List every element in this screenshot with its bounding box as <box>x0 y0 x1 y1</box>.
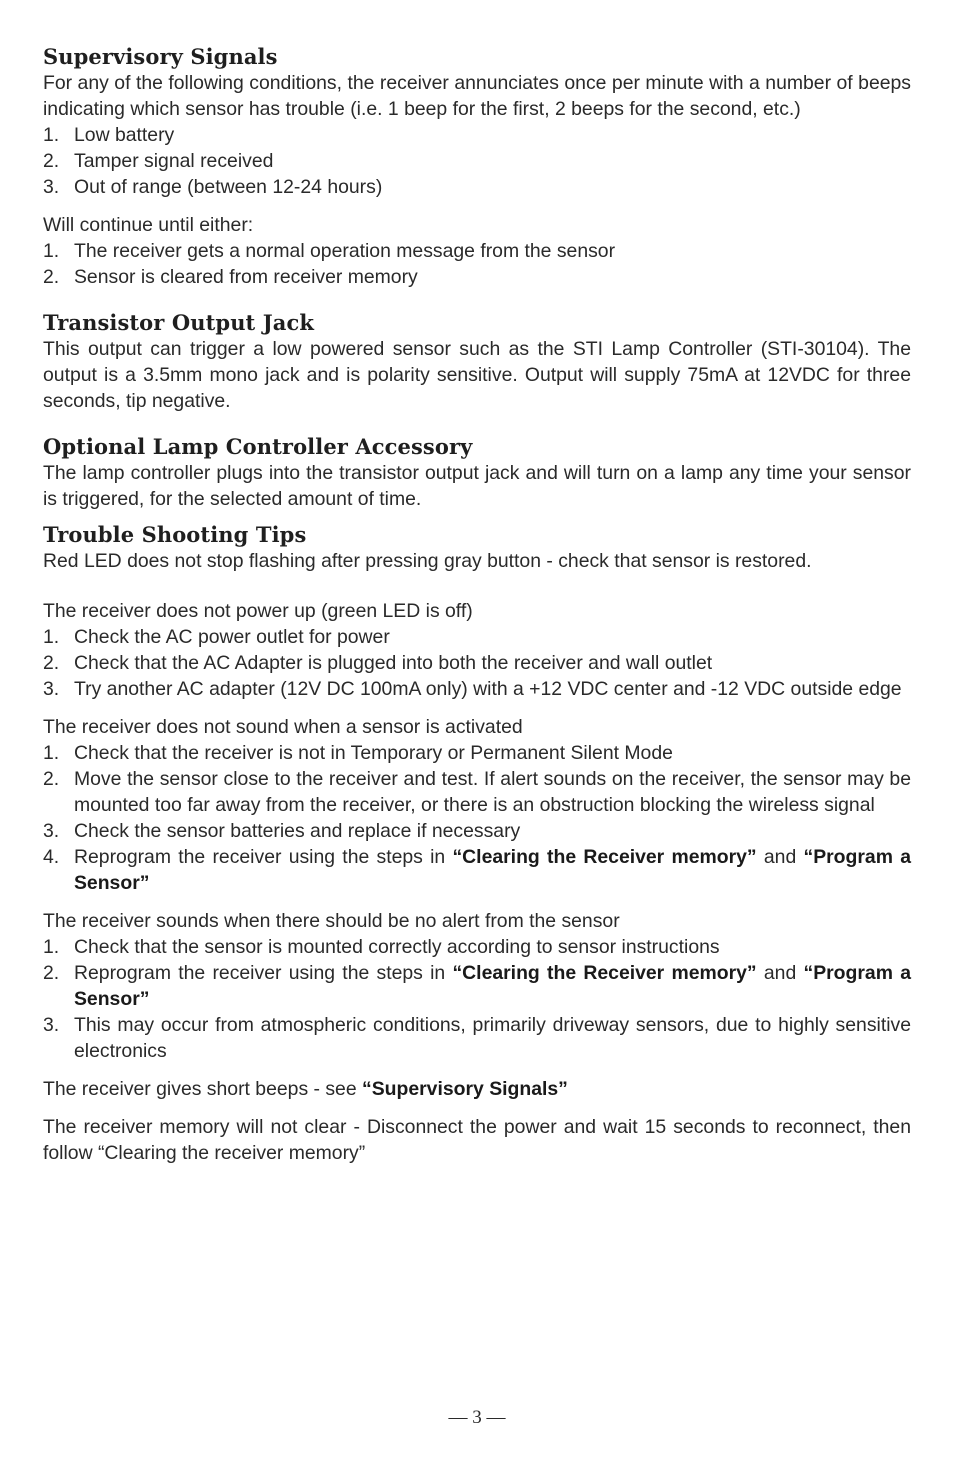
lamp-controller-heading: Optional Lamp Controller Accessory <box>43 434 473 459</box>
supervisory-signals-heading: Supervisory Signals <box>43 44 278 69</box>
list-item: 2. Sensor is cleared from receiver memory <box>43 266 418 288</box>
clearing-memory-ref: “Clearing the Receiver memory” <box>452 846 757 868</box>
false-alert-heading: The receiver sounds when there should be no alert from the sensor <box>43 910 620 932</box>
list-item: 3. Out of range (between 12-24 hours) <box>43 176 383 198</box>
no-power-heading: The receiver does not power up (green LED is off) <box>43 600 473 622</box>
no-sound-heading: The receiver does not sound when a sensor is activated <box>43 716 523 738</box>
supervisory-intro: For any of the following conditions, the receiver annunciates once per minute with a number of beeps indicating which sensor has trouble (i.e. 1 beep for the first, 2 beeps for the second, etc.) <box>43 72 911 120</box>
transistor-output-heading: Transistor Output Jack <box>43 310 315 335</box>
no-sound-list <box>43 740 911 896</box>
program-sensor-ref: “Program a Sensor” <box>74 846 911 894</box>
list-item: 1. The receiver gets a normal operation message from the sensor <box>43 240 616 262</box>
supervisory-signals-ref: “Supervisory Signals” <box>362 1078 568 1100</box>
list-item: 1. Check that the receiver is not in Temporary or Permanent Silent Mode <box>43 742 673 764</box>
list-item: 2. Reprogram the receiver using the steps in “Clearing the Receiver memory” and “Program a Sensor” <box>43 962 911 1010</box>
page-number: — 3 — <box>448 1407 506 1428</box>
short-beeps-tip: The receiver gives short beeps - see “Supervisory Signals” <box>43 1078 568 1100</box>
no-power-list <box>43 624 911 702</box>
list-item: 3. This may occur from atmospheric conditions, primarily driveway sensors, due to highly sensitive electronics <box>43 1014 911 1062</box>
false-alert-list <box>43 934 911 1064</box>
list-item: 1. Low battery <box>43 124 175 146</box>
program-sensor-ref: “Program a Sensor” <box>74 962 911 1010</box>
manual-page <box>43 44 911 1166</box>
red-led-tip: Red LED does not stop flashing after pressing gray button - check that sensor is restored. <box>43 550 812 572</box>
list-item: 4. Reprogram the receiver using the steps in “Clearing the Receiver memory” and “Program a Sensor” <box>43 846 911 894</box>
supervisory-until-list <box>43 238 911 290</box>
clearing-memory-ref: “Clearing the Receiver memory” <box>452 962 757 984</box>
list-item: 2. Move the sensor close to the receiver and test. If alert sounds on the receiver, the sensor may be mounted too far away from the receiver, or there is an obstruction blocking the wireless signal <box>43 768 911 816</box>
list-item: 3. Try another AC adapter (12V DC 100mA only) with a +12 VDC center and -12 VDC outside edge <box>43 678 902 700</box>
list-item: 1. Check the AC power outlet for power <box>43 626 390 648</box>
continue-label: Will continue until either: <box>43 214 254 236</box>
memory-not-clear-tip: The receiver memory will not clear - Disconnect the power and wait 15 seconds to reconnect, then follow “Clearing the receiver memory” <box>43 1116 911 1164</box>
transistor-output-body: This output can trigger a low powered sensor such as the STI Lamp Controller (STI-30104). The output is a 3.5mm mono jack and is polarity sensitive. Output will supply 75mA at 12VDC for three seconds, tip negative. <box>43 338 911 412</box>
list-item: 3. Check the sensor batteries and replace if necessary <box>43 820 521 842</box>
list-item: 2. Tamper signal received <box>43 150 274 172</box>
supervisory-conditions-list <box>43 122 911 200</box>
trouble-shooting-heading: Trouble Shooting Tips <box>43 522 307 547</box>
list-item: 2. Check that the AC Adapter is plugged into both the receiver and wall outlet <box>43 652 713 674</box>
list-item: 1. Check that the sensor is mounted correctly according to sensor instructions <box>43 936 720 958</box>
lamp-controller-body: The lamp controller plugs into the transistor output jack and will turn on a lamp any time your sensor is triggered, for the selected amount of time. <box>43 462 911 510</box>
